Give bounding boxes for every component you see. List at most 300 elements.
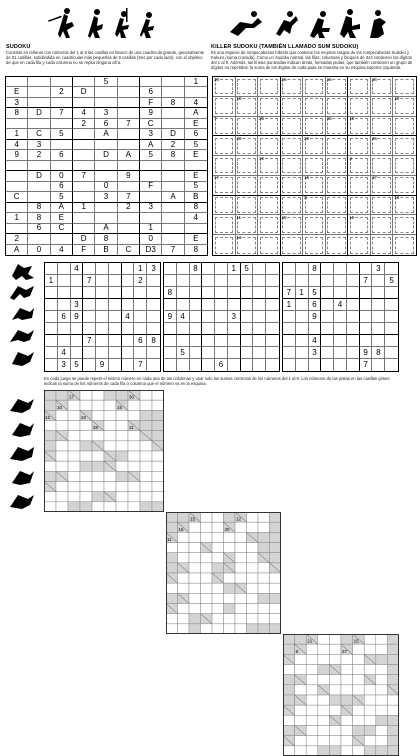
kakuro-cell[interactable] [364,685,376,695]
sudoku-cell[interactable]: E [185,119,207,129]
kakuro-cell[interactable] [189,583,201,593]
kakuro-cell[interactable] [306,746,318,756]
sudoku-cell[interactable]: 7 [162,245,184,255]
sudoku-cell[interactable]: B [95,245,117,255]
sudoku-cell[interactable] [95,87,117,97]
kakuro-cell[interactable] [235,614,247,624]
sudoku-cell[interactable] [190,275,203,287]
sudoku-cell[interactable] [51,234,73,244]
sudoku-cell[interactable] [190,323,203,335]
sudoku-cell[interactable] [360,311,373,323]
killer-cell[interactable] [236,235,259,255]
kakuro-cell[interactable] [44,421,56,431]
sudoku-cell[interactable]: 3 [309,347,322,359]
kakuro-cell[interactable] [235,532,247,542]
kakuro-cell[interactable] [116,492,128,502]
sudoku-cell[interactable] [118,234,140,244]
sudoku-cell[interactable] [83,323,96,335]
sudoku-cell[interactable] [51,77,73,87]
kakuro-cell[interactable] [178,553,190,563]
killer-cell[interactable] [258,136,281,156]
kakuro-cell[interactable] [68,410,80,420]
kakuro-cell[interactable] [56,441,68,451]
kakuro-cell[interactable] [329,634,341,644]
sudoku-cell[interactable] [385,347,398,359]
sudoku-cell[interactable]: B [185,192,207,202]
kakuro-cell[interactable] [152,451,164,461]
sudoku-cell[interactable] [28,119,50,129]
sudoku-cell[interactable] [283,275,296,287]
sudoku-cell[interactable]: 1 [45,275,58,287]
killer-cell[interactable] [303,77,326,97]
sudoku-cell[interactable] [202,359,215,371]
kakuro-cell[interactable] [68,492,80,502]
sudoku-cell[interactable]: D [28,171,50,181]
sudoku-cell[interactable]: 8 [190,263,203,275]
sudoku-cell[interactable] [118,213,140,223]
kakuro-cell[interactable] [104,471,116,481]
sudoku-cell[interactable] [95,171,117,181]
sudoku-cell[interactable]: 1 [185,77,207,87]
killer-cell[interactable] [393,136,416,156]
sudoku-cell[interactable] [241,335,254,347]
kakuro-cell[interactable] [295,665,307,675]
kakuro-cell[interactable] [270,604,282,614]
sudoku-cell[interactable] [147,359,160,371]
killer-cell[interactable] [371,156,394,176]
sudoku-cell[interactable]: 3 [28,140,50,150]
killer-cell[interactable] [371,235,394,255]
sudoku-cell[interactable] [372,311,385,323]
sudoku-cell[interactable] [177,335,190,347]
kakuro-cell[interactable] [212,532,224,542]
sudoku-cell[interactable] [215,311,228,323]
sudoku-cell[interactable] [202,263,215,275]
kakuro-cell[interactable] [212,624,224,634]
killer-cell[interactable] [303,235,326,255]
kakuro-cell[interactable] [201,604,213,614]
kakuro-cell[interactable] [56,461,68,471]
sudoku-cell[interactable] [177,359,190,371]
sudoku-cell[interactable] [109,287,122,299]
kakuro-cell[interactable] [140,471,152,481]
sudoku-cell[interactable]: 2 [118,203,140,213]
sudoku-cell[interactable] [45,311,58,323]
sudoku-cell[interactable] [321,335,334,347]
kakuro-cell[interactable] [68,482,80,492]
sudoku-cell[interactable]: 0 [95,182,117,192]
kakuro-cell[interactable] [329,685,341,695]
sudoku-cell[interactable] [190,311,203,323]
sudoku-cell[interactable] [95,203,117,213]
sudoku-cell[interactable] [6,182,28,192]
kakuro-cell[interactable] [116,410,128,420]
sudoku-cell[interactable] [83,287,96,299]
killer-cell[interactable] [303,117,326,137]
sudoku-cell[interactable] [253,287,266,299]
kakuro-cell[interactable] [140,482,152,492]
sudoku-cell[interactable] [164,347,177,359]
killer-cell[interactable] [236,77,259,97]
sudoku-cell[interactable] [45,263,58,275]
sudoku-cell[interactable] [109,359,122,371]
sudoku-cell[interactable] [321,323,334,335]
sudoku-cell[interactable] [162,234,184,244]
kakuro-cell[interactable] [140,461,152,471]
sudoku-cell[interactable] [58,287,71,299]
sudoku-cell[interactable] [118,77,140,87]
killer-cell[interactable] [236,156,259,176]
sudoku-cell[interactable] [122,323,135,335]
killer-cell[interactable] [281,235,304,255]
kakuro-cell[interactable] [306,736,318,746]
sudoku-cell[interactable] [202,347,215,359]
sudoku-cell[interactable] [253,275,266,287]
sudoku-cell[interactable]: A [51,203,73,213]
sudoku-cell[interactable] [347,299,360,311]
sudoku-cell[interactable] [372,287,385,299]
kakuro-cell[interactable] [152,471,164,481]
killer-cell[interactable] [281,176,304,196]
sudoku-cell[interactable] [296,311,309,323]
sudoku-cell[interactable] [372,335,385,347]
sudoku-cell[interactable] [334,275,347,287]
sudoku-cell[interactable]: 8 [162,98,184,108]
killer-cell[interactable] [281,97,304,117]
kakuro-cell[interactable] [306,665,318,675]
sudoku-cell[interactable] [28,192,50,202]
sudoku-cell[interactable]: E [185,150,207,160]
kakuro-cell[interactable] [212,583,224,593]
sudoku-cell[interactable] [83,347,96,359]
kakuro-cell[interactable] [364,634,376,644]
sudoku-cell[interactable]: 4 [177,311,190,323]
kakuro-cell[interactable] [376,665,388,675]
kakuro-cell[interactable] [376,675,388,685]
kakuro-cell[interactable] [306,705,318,715]
sudoku-cell[interactable] [283,323,296,335]
kakuro-cell[interactable] [201,532,213,542]
kakuro-cell[interactable] [68,441,80,451]
sudoku-cell[interactable]: 6 [28,224,50,234]
sudoku-cell[interactable] [202,323,215,335]
sudoku-cell[interactable] [241,323,254,335]
sudoku-cell[interactable]: 7 [51,108,73,118]
sudoku-cell[interactable] [109,311,122,323]
sudoku-cell[interactable]: 7 [83,275,96,287]
kakuro-cell[interactable] [295,746,307,756]
sudoku-cell[interactable]: A [185,108,207,118]
kakuro-cell[interactable] [235,573,247,583]
sudoku-cell[interactable] [71,275,84,287]
sudoku-cell[interactable]: 8 [28,213,50,223]
sudoku-cell[interactable] [71,347,84,359]
sudoku-cell[interactable] [385,299,398,311]
sudoku-cell[interactable]: C [28,129,50,139]
kakuro-cell[interactable] [104,410,116,420]
sudoku-cell[interactable] [162,108,184,118]
kakuro-cell[interactable] [295,705,307,715]
sudoku-cell[interactable] [347,323,360,335]
sudoku-cell[interactable] [190,359,203,371]
sudoku-cell[interactable] [347,359,360,371]
kakuro-cell[interactable] [318,675,330,685]
sudoku-cell[interactable] [96,335,109,347]
sudoku-cell[interactable] [241,287,254,299]
sudoku-cell[interactable]: 1 [296,287,309,299]
sudoku-cell[interactable] [45,335,58,347]
sudoku-cell[interactable] [228,299,241,311]
sudoku-cell[interactable] [109,275,122,287]
sudoku-cell[interactable] [71,335,84,347]
kakuro-cell[interactable] [212,604,224,614]
kakuro-cell[interactable] [68,471,80,481]
sudoku-cell[interactable]: 4 [51,245,73,255]
sudoku-cell[interactable] [147,311,160,323]
sudoku-cell[interactable]: 9 [360,347,373,359]
sudoku-cell[interactable] [334,347,347,359]
killer-cell[interactable] [348,215,371,235]
sudoku-cell[interactable] [58,263,71,275]
killer-cell[interactable] [258,117,281,137]
kakuro-cell[interactable] [306,654,318,664]
sudoku-cell[interactable]: 4 [309,335,322,347]
kakuro-cell[interactable] [80,431,92,441]
kakuro-cell[interactable] [295,715,307,725]
sudoku-cell[interactable] [177,263,190,275]
sudoku-cell[interactable] [372,323,385,335]
kakuro-cell[interactable] [92,502,104,512]
kakuro-cell[interactable] [235,543,247,553]
killer-cell[interactable] [326,97,349,117]
kakuro-cell[interactable] [353,746,365,756]
sudoku-cell[interactable] [266,335,279,347]
sudoku-cell[interactable] [122,347,135,359]
sudoku-cell[interactable] [347,311,360,323]
sudoku-cell[interactable]: 6 [51,182,73,192]
sudoku-cell[interactable]: 8 [147,335,160,347]
sudoku-cell[interactable]: A [95,129,117,139]
sudoku-cell[interactable] [162,203,184,213]
kakuro-cell[interactable] [341,746,353,756]
kakuro-cell[interactable] [364,715,376,725]
sudoku-cell[interactable] [283,359,296,371]
sudoku-cell[interactable] [283,335,296,347]
sudoku-cell[interactable] [83,359,96,371]
sudoku-cell[interactable] [95,213,117,223]
sudoku-cell[interactable] [228,359,241,371]
sudoku-cell[interactable]: 3 [140,129,162,139]
sudoku-cell[interactable]: D3 [140,245,162,255]
kakuro-cell[interactable] [387,705,399,715]
sudoku-cell[interactable] [58,335,71,347]
kakuro-cell[interactable] [44,502,56,512]
sudoku-cell[interactable] [96,299,109,311]
sudoku-cell[interactable] [334,335,347,347]
sudoku-cell[interactable] [347,347,360,359]
kakuro-cell[interactable] [329,726,341,736]
sudoku-cell[interactable] [95,98,117,108]
sudoku-cell[interactable] [147,299,160,311]
sudoku-cell[interactable] [253,335,266,347]
kakuro-cell[interactable] [201,553,213,563]
killer-cell[interactable] [393,117,416,137]
sudoku-cell[interactable]: 7 [360,359,373,371]
sudoku-cell[interactable] [6,224,28,234]
sudoku-cell[interactable] [372,299,385,311]
sudoku-cell[interactable]: 5 [71,359,84,371]
kakuro-cell[interactable] [104,431,116,441]
kakuro-cell[interactable] [92,431,104,441]
sudoku-cell[interactable]: 6 [51,150,73,160]
sudoku-cell[interactable]: C [6,192,28,202]
sudoku-cell[interactable] [45,359,58,371]
sudoku-cell[interactable] [140,213,162,223]
sudoku-cell[interactable] [109,299,122,311]
sudoku-cell[interactable]: F [140,98,162,108]
sudoku-cell[interactable] [334,263,347,275]
sudoku-cell[interactable] [51,98,73,108]
sudoku-cell[interactable]: A [95,224,117,234]
sudoku-cell[interactable]: 3 [147,263,160,275]
sudoku-cell[interactable] [266,323,279,335]
sudoku-cell[interactable]: 6 [95,119,117,129]
sudoku-cell[interactable] [296,359,309,371]
kakuro-cell[interactable] [247,563,259,573]
killer-cell[interactable] [281,77,304,97]
kakuro-cell[interactable] [128,461,140,471]
killer-cell[interactable] [371,176,394,196]
sudoku-cell[interactable] [228,335,241,347]
sudoku-cell[interactable] [51,119,73,129]
killer-cell[interactable] [348,176,371,196]
sudoku-cell[interactable]: 3 [58,359,71,371]
kakuro-cell[interactable] [364,736,376,746]
kakuro-cell[interactable] [128,400,140,410]
kakuro-cell[interactable] [92,482,104,492]
kakuro-cell[interactable] [116,421,128,431]
sudoku-cell[interactable]: 9 [309,311,322,323]
sudoku-cell[interactable] [73,213,95,223]
sudoku-cell[interactable] [266,287,279,299]
sudoku-cell[interactable]: 0 [28,245,50,255]
sudoku-cell[interactable] [109,263,122,275]
sudoku-cell[interactable] [164,263,177,275]
killer-cell[interactable] [258,156,281,176]
killer-cell[interactable] [258,97,281,117]
sudoku-cell[interactable] [372,359,385,371]
kakuro-cell[interactable] [80,451,92,461]
sudoku-cell[interactable] [241,347,254,359]
sudoku-cell[interactable]: E [185,234,207,244]
kakuro-cell[interactable] [306,695,318,705]
kakuro-cell[interactable] [68,461,80,471]
kakuro-cell[interactable] [140,390,152,400]
sudoku-cell[interactable] [385,323,398,335]
kakuro-cell[interactable] [166,624,178,634]
kakuro-cell[interactable] [341,675,353,685]
sudoku-cell[interactable] [360,287,373,299]
kakuro-cell[interactable] [258,522,270,532]
sudoku-cell[interactable] [266,299,279,311]
sudoku-cell[interactable]: E [185,171,207,181]
sudoku-cell[interactable]: 7 [83,335,96,347]
kakuro-cell[interactable] [376,695,388,705]
sudoku-cell[interactable] [162,87,184,97]
kakuro-cell[interactable] [116,431,128,441]
sudoku-cell[interactable] [73,77,95,87]
kakuro-cell[interactable] [152,390,164,400]
sudoku-cell[interactable]: E [6,87,28,97]
sudoku-cell[interactable] [241,359,254,371]
kakuro-cell[interactable] [364,665,376,675]
sudoku-cell[interactable]: D [73,234,95,244]
kakuro-cell[interactable] [128,492,140,502]
kakuro-cell[interactable] [44,492,56,502]
kakuro-cell[interactable] [295,736,307,746]
kakuro-cell[interactable] [318,715,330,725]
killer-cell[interactable] [393,176,416,196]
kakuro-cell[interactable] [212,522,224,532]
kakuro-cell[interactable] [166,614,178,624]
sudoku-cell[interactable] [296,263,309,275]
kakuro-cell[interactable] [166,583,178,593]
sudoku-cell[interactable] [96,263,109,275]
sudoku-cell[interactable] [122,359,135,371]
sudoku-cell[interactable] [162,161,184,171]
sudoku-cell[interactable] [134,323,147,335]
sudoku-cell[interactable] [360,323,373,335]
kakuro-cell[interactable] [104,502,116,512]
sudoku-cell[interactable]: 4 [185,213,207,223]
sudoku-cell[interactable]: 4 [73,108,95,118]
killer-cell[interactable] [236,176,259,196]
sudoku-cell[interactable] [253,347,266,359]
sudoku-cell[interactable] [360,299,373,311]
kakuro-cell[interactable] [258,563,270,573]
kakuro-cell[interactable] [247,614,259,624]
sudoku-cell[interactable] [162,213,184,223]
sudoku-cell[interactable] [162,119,184,129]
kakuro-cell[interactable] [306,715,318,725]
sudoku-cell[interactable] [147,287,160,299]
killer-cell[interactable] [371,77,394,97]
sudoku-cell[interactable] [215,299,228,311]
sudoku-cell[interactable] [147,275,160,287]
sudoku-cell[interactable] [45,323,58,335]
killer-cell[interactable] [326,215,349,235]
sudoku-cell[interactable] [253,323,266,335]
sudoku-cell[interactable] [164,323,177,335]
kakuro-cell[interactable] [212,543,224,553]
sudoku-cell[interactable] [164,335,177,347]
sudoku-cell[interactable] [28,77,50,87]
sudoku-cell[interactable]: 2 [162,140,184,150]
sudoku-cell[interactable] [372,275,385,287]
sudoku-cell[interactable] [6,77,28,87]
kakuro-cell[interactable] [152,482,164,492]
killer-cell[interactable] [213,215,236,235]
kakuro-cell[interactable] [270,573,282,583]
kakuro-cell[interactable] [128,410,140,420]
sudoku-cell[interactable] [109,323,122,335]
sudoku-cell[interactable] [73,140,95,150]
killer-cell[interactable] [281,156,304,176]
sudoku-cell[interactable] [296,335,309,347]
kakuro-cell[interactable] [178,624,190,634]
kakuro-cell[interactable] [104,400,116,410]
killer-cell[interactable] [213,235,236,255]
